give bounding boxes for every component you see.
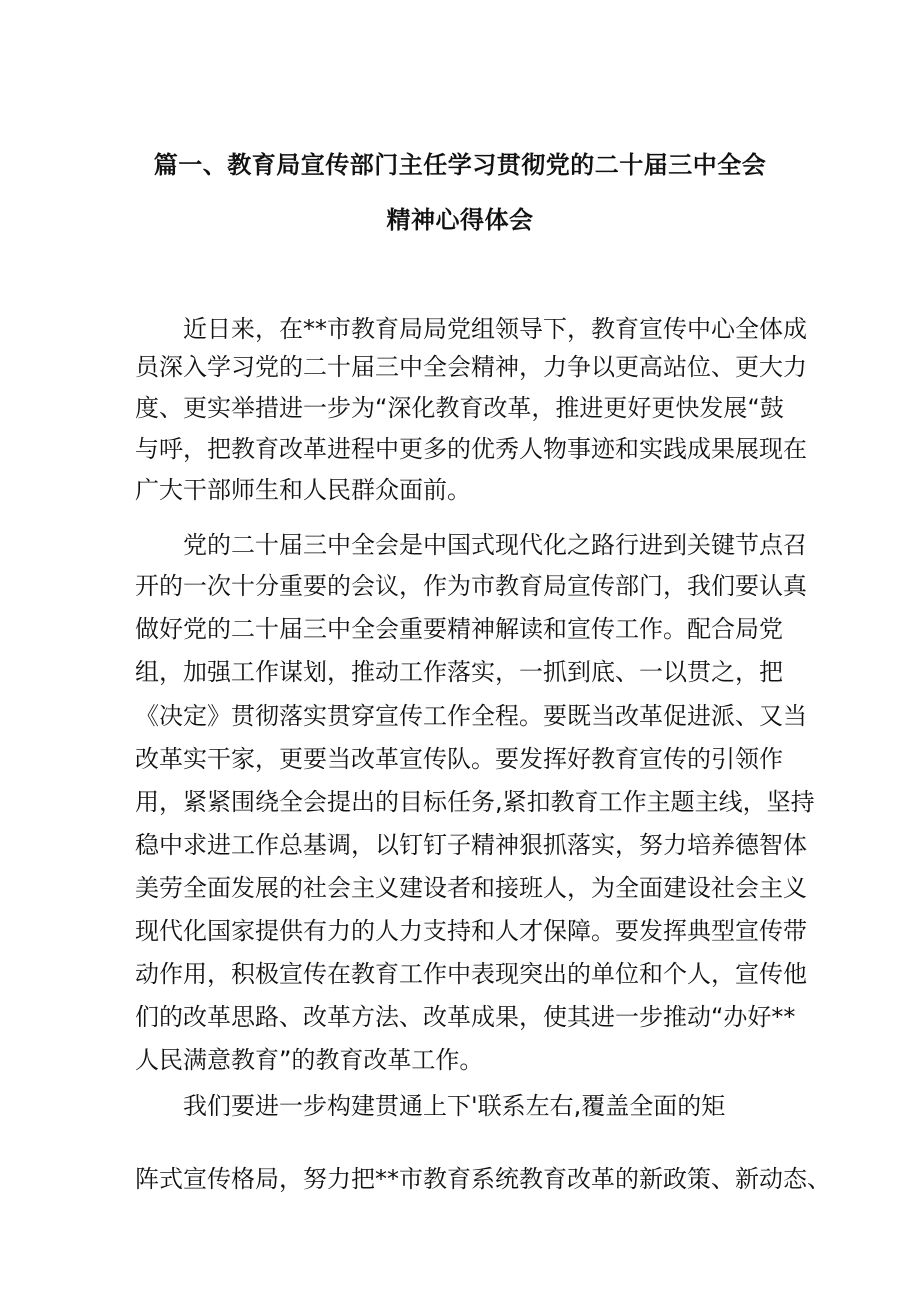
document-title-line-2: 精神心得体会 (386, 206, 534, 234)
paragraph-2-line: 用，紧紧围绕全会提出的目标任务,紧扣教育工作主题主线，坚持 (135, 788, 815, 816)
paragraph-2-line: 人民满意教育”的教育改革工作。 (135, 1046, 484, 1074)
paragraph-2-line: 《决定》贯彻落实贯穿宣传工作全程。要既当改革促进派、又当 (135, 702, 807, 730)
paragraph-1-line: 度、更实举措进一步为“深化教育改革，推进更好更快发展“鼓 (135, 394, 784, 422)
paragraph-2-line: 组，加强工作谋划，推动工作落实，一抓到底、一以贯之，把 (135, 658, 783, 686)
paragraph-2-line: 现代化国家提供有力的人力支持和人才保障。要发挥典型宣传带 (135, 917, 807, 945)
document-title-line-1: 篇一、教育局宣传部门主任学习贯彻党的二十届三中全会 (153, 151, 767, 179)
paragraph-2-line: 们的改革思路、改革方法、改革成果，使其进一步推动“办好** (135, 1003, 796, 1031)
paragraph-2-line: 党的二十届三中全会是中国式现代化之路行进到关键节点召 (183, 531, 807, 559)
paragraph-1-line: 广大干部师生和人民群众面前。 (135, 476, 471, 504)
paragraph-2-line: 开的一次十分重要的会议，作为市教育局宣传部门，我们要认真 (135, 572, 807, 600)
paragraph-2-line: 做好党的二十届三中全会重要精神解读和宣传工作。配合局党 (135, 615, 783, 643)
paragraph-3-line: 我们要进一步构建贯通上下'联系左右,覆盖全面的矩 (183, 1092, 726, 1120)
paragraph-1-line: 与呼，把教育改革进程中更多的优秀人物事迹和实践成果展现在 (135, 435, 807, 463)
paragraph-1-line: 近日来，在**市教育局局党组领导下，教育宣传中心全体成 (183, 315, 807, 343)
paragraph-2-line: 美劳全面发展的社会主义建设者和接班人，为全面建设社会主义 (135, 874, 807, 902)
paragraph-2-line: 稳中求进工作总基调，以钉钉子精神狠抓落实，努力培养德智体 (135, 831, 807, 859)
paragraph-2-line: 动作用，积极宣传在教育工作中表现突出的单位和个人，宣传他 (135, 960, 807, 988)
paragraph-1-line: 员深入学习党的二十届三中全会精神，力争以更高站位、更大力 (135, 353, 807, 381)
paragraph-2-line: 改革实干家，更要当改革宣传队。要发挥好教育宣传的引领作 (135, 745, 783, 773)
paragraph-4-line: 阵式宣传格局，努力把**市教育系统教育改革的新政策、新动态、 (135, 1165, 831, 1193)
